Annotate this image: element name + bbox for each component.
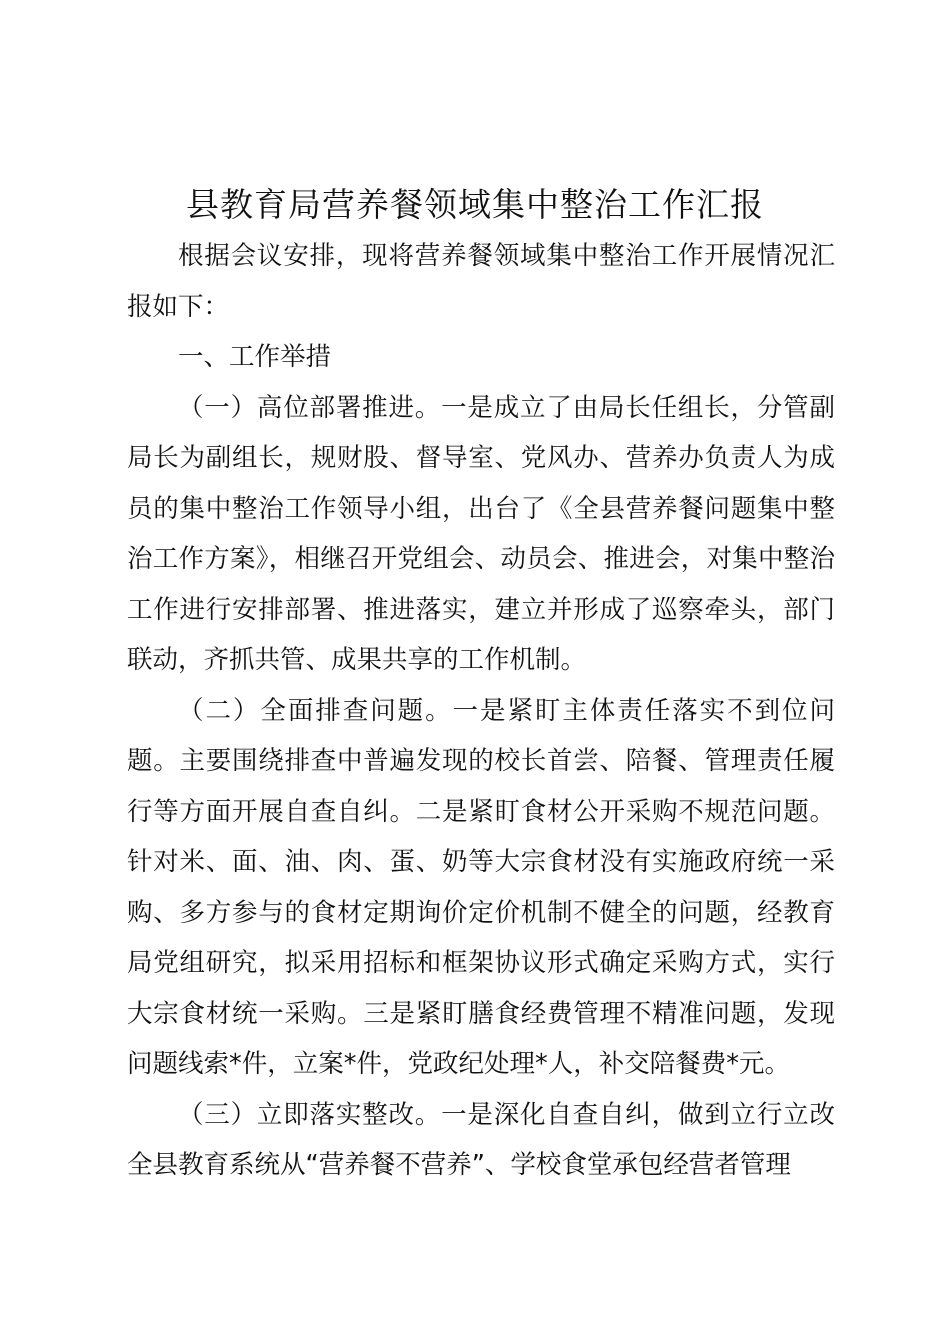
intro-paragraph: 根据会议安排，现将营养餐领域集中整治工作开展情况汇报如下：: [127, 241, 835, 322]
document-title: 县教育局营养餐领域集中整治工作汇报: [186, 185, 764, 224]
section-heading-work-measures: 一、工作举措: [178, 342, 332, 372]
document-body: [127, 231, 835, 1191]
paragraph-investigation: （二）全面排查问题。一是紧盯主体责任落实不到位问题。主要围绕排查中普遍发现的校长首尝、陪餐、管理责任履行等方面开展自查自纠。二是紧盯食材公开采购不规范问题。针对米、面、油、肉、蛋、奶等大宗食材没有实施政府统一采购、多方参与的食材定期询价定价机制不健全的问题，经教育局党组研究，拟采用招标和框架协议形式确定采购方式，实行大宗食材统一采购。三是紧盯膳食经费管理不精准问题，发现问题线索*件，立案*件，党政纪处理*人，补交陪餐费*元。: [127, 695, 835, 1079]
paragraph-deployment: （一）高位部署推进。一是成立了由局长任组长，分管副局长为副组长，规财股、督导室、党风办、营养办负责人为成员的集中整治工作领导小组，出台了《全县营养餐问题集中整治工作方案》，相继召开党组会、动员会、推进会，对集中整治工作进行安排部署、推进落实，建立并形成了巡察牵头，部门联动，齐抓共管、成果共享的工作机制。: [127, 392, 835, 675]
paragraph-rectification: （三）立即落实整改。一是深化自查自纠，做到立行立改全县教育系统从“营养餐不营养”、学校食堂承包经营者管理: [127, 1099, 835, 1180]
